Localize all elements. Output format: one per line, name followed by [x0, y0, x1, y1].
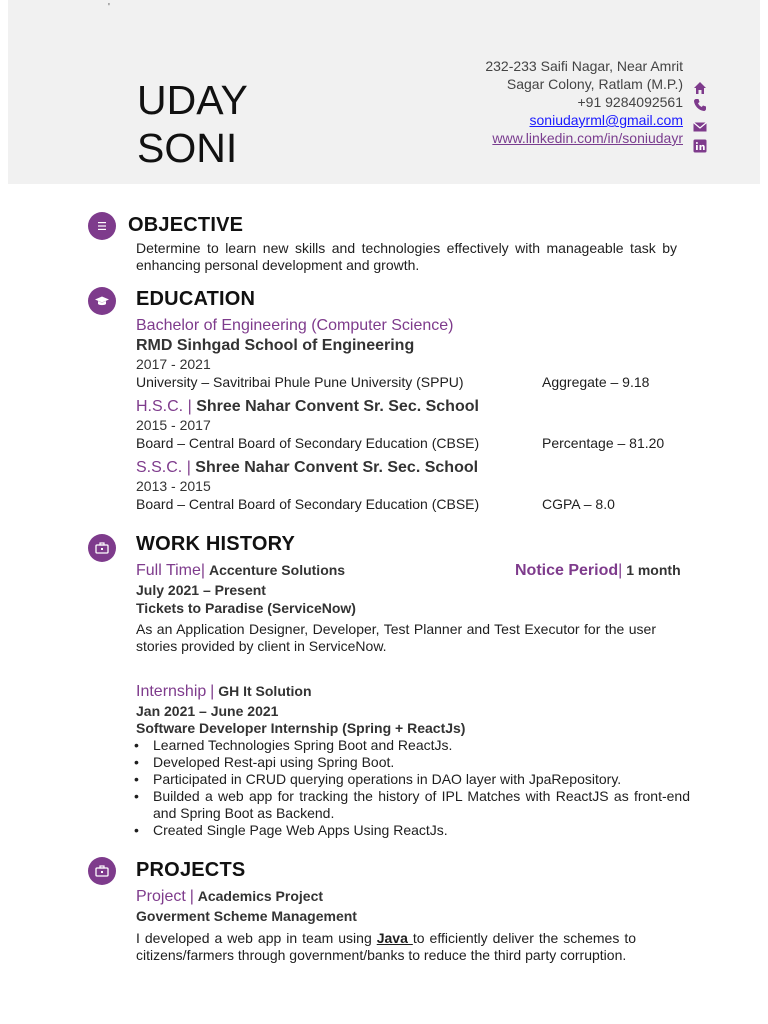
notice-label: Notice Period — [515, 562, 619, 579]
degree: Bachelor of Engineering (Computer Science) — [136, 317, 454, 334]
mail-icon — [692, 119, 708, 135]
work-history-icon — [88, 534, 116, 562]
university: University – Savitribai Phule Pune University (SPPU) — [136, 374, 464, 390]
ssc-score: CGPA – 8.0 — [542, 496, 615, 512]
hsc-years: 2015 - 2017 — [136, 417, 211, 433]
work-history-title: WORK HISTORY — [136, 533, 296, 555]
ssc-years: 2013 - 2015 — [136, 478, 211, 494]
job1-separator: | — [200, 562, 206, 579]
list-item: • Learned Technologies Spring Boot and ReactJs. — [134, 737, 690, 754]
hsc-score: Percentage – 81.20 — [542, 435, 665, 451]
last-name: SONI — [137, 125, 238, 171]
education-title: EDUCATION — [136, 288, 256, 310]
list-item: • Builded a web app for tracking the history of IPL Matches with ReactJS as front-end and Spring Boot as Backend. — [134, 788, 690, 822]
notice-separator: | — [618, 562, 623, 579]
project-name: Goverment Scheme Management — [136, 908, 357, 924]
college-years: 2017 - 2021 — [136, 356, 211, 372]
phone-icon — [692, 97, 708, 113]
ssc-separator: | — [186, 459, 191, 476]
project-heading — [136, 888, 323, 905]
job1-dates: July 2021 – Present — [136, 582, 266, 598]
job2-role: Software Developer Internship (Spring + ReactJs) — [136, 720, 466, 736]
phone-number: +91 9284092561 — [577, 94, 683, 110]
project-label: Project — [136, 888, 186, 905]
education-icon — [88, 287, 116, 315]
notice-period — [515, 562, 681, 579]
project-desc-java: Java — [376, 930, 413, 946]
ssc-school: Shree Nahar Convent Sr. Sec. School — [195, 459, 479, 476]
project-description — [136, 930, 636, 964]
list-item: • Participated in CRUD querying operations in DAO layer with JpaRepository. — [134, 771, 690, 788]
hsc-label: H.S.C. — [136, 398, 184, 415]
list-item: • Created Single Page Web Apps Using ReactJs. — [134, 822, 690, 839]
contact-block — [383, 58, 683, 148]
hsc-heading — [136, 398, 479, 415]
job2-type: Internship — [136, 683, 207, 700]
address-line-2: Sagar Colony, Ratlam (M.P.) — [506, 76, 683, 92]
job1-description: As an Application Designer, Developer, Test Planner and Test Executor for the user stories provided by client in ServiceNow. — [136, 621, 656, 654]
job2-dates: Jan 2021 – June 2021 — [136, 703, 279, 719]
ssc-heading — [136, 459, 478, 476]
job1-company: Accenture Solutions — [208, 562, 346, 578]
hsc-separator: | — [187, 398, 192, 415]
job1-type: Full Time — [136, 562, 201, 579]
candidate-name — [137, 76, 248, 172]
notice-value: 1 month — [626, 562, 681, 578]
first-name: UDAY — [137, 77, 248, 123]
projects-icon — [88, 857, 116, 885]
objective-title: OBJECTIVE — [128, 214, 244, 236]
linkedin-link[interactable]: www.linkedin.com/in/soniudayr — [492, 130, 683, 146]
hsc-school: Shree Nahar Convent Sr. Sec. School — [196, 398, 479, 415]
project-separator: | — [189, 888, 194, 905]
linkedin-icon — [692, 138, 708, 154]
job2-heading — [136, 683, 312, 700]
projects-title: PROJECTS — [136, 859, 246, 881]
email-link[interactable]: soniudayrml@gmail.com — [529, 112, 683, 128]
job1-heading — [136, 562, 345, 579]
job2-company: GH It Solution — [218, 683, 312, 699]
college-name: RMD Sinhgad School of Engineering — [136, 337, 415, 354]
home-icon — [692, 80, 708, 96]
list-item: • Developed Rest-api using Spring Boot. — [134, 754, 690, 771]
project-desc-end: to efficiently deliver the schemes to citizens/farmers through government/banks to reduce the third party corruption. — [136, 930, 636, 963]
project-kind: Academics Project — [197, 888, 324, 904]
aggregate: Aggregate – 9.18 — [542, 374, 650, 390]
job1-project: Tickets to Paradise (ServiceNow) — [136, 600, 356, 616]
ssc-label: S.S.C. — [136, 459, 183, 476]
address-line-1: 232-233 Saifi Nagar, Near Amrit — [485, 58, 683, 74]
project-desc-start: I developed a web app in team using — [136, 930, 377, 946]
objective-text: Determine to learn new skills and technologies effectively with manageable task by enhancing personal development and growth. — [136, 240, 677, 273]
objective-icon — [88, 212, 116, 240]
job2-separator: | — [210, 683, 215, 700]
ssc-board: Board – Central Board of Secondary Education (CBSE) — [136, 496, 480, 512]
internship-bullets — [134, 737, 690, 839]
hsc-board: Board – Central Board of Secondary Education (CBSE) — [136, 435, 480, 451]
stray-mark: ' — [108, 2, 110, 13]
